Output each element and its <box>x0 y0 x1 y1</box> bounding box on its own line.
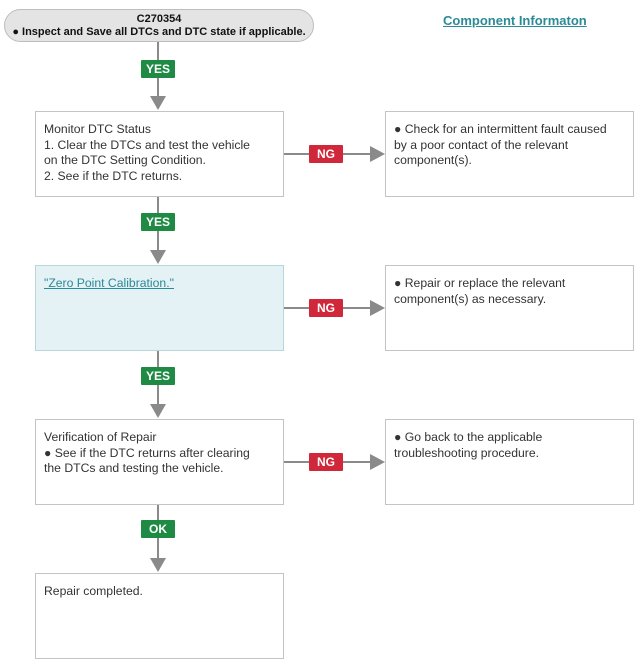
arrow-down-icon <box>150 250 166 264</box>
ok-badge: OK <box>141 520 175 538</box>
yes-badge: YES <box>141 367 175 385</box>
step-verification-of-repair <box>35 419 284 505</box>
result-text: ● Go back to the applicable <box>394 430 543 444</box>
ng-badge: NG <box>309 299 343 317</box>
step-repair-completed <box>35 573 284 659</box>
step-text: on the DTC Setting Condition. <box>44 153 206 167</box>
ng-result-repair-replace <box>385 265 634 351</box>
result-text: component(s) as necessary. <box>394 291 547 306</box>
yes-badge: YES <box>141 213 175 231</box>
result-text: ● Repair or replace the relevant <box>394 276 566 290</box>
ng-badge: NG <box>309 145 343 163</box>
step-text: 1. Clear the DTCs and test the vehicle <box>44 137 250 152</box>
step-text: Verification of Repair <box>44 430 157 444</box>
step-text: 2. See if the DTC returns. <box>44 168 183 183</box>
result-text: troubleshooting procedure. <box>394 445 539 460</box>
arrow-right-icon <box>370 454 385 470</box>
start-instruction: ● Inspect and Save all DTCs and DTC state if applicable. <box>12 26 306 38</box>
component-information-link[interactable]: Component Informaton <box>443 13 587 28</box>
result-text: ● Check for an intermittent fault caused <box>394 122 607 136</box>
step-text: Monitor DTC Status <box>44 122 152 136</box>
arrow-down-icon <box>150 96 166 110</box>
arrow-down-icon <box>150 558 166 572</box>
ng-result-go-back <box>385 419 634 505</box>
start-code: C270354 <box>136 13 182 25</box>
arrow-right-icon <box>370 300 385 316</box>
step-zero-point-calibration <box>35 265 284 351</box>
step-text: Repair completed. <box>44 584 143 598</box>
arrow-down-icon <box>150 404 166 418</box>
result-text: component(s). <box>394 153 472 167</box>
zero-point-calibration-link[interactable]: "Zero Point Calibration." <box>44 276 174 290</box>
result-text: by a poor contact of the relevant <box>394 137 569 152</box>
yes-badge: YES <box>141 60 175 78</box>
start-node <box>4 9 314 42</box>
ng-badge: NG <box>309 453 343 471</box>
step-text: the DTCs and testing the vehicle. <box>44 461 224 475</box>
step-text: ● See if the DTC returns after clearing <box>44 445 250 460</box>
arrow-right-icon <box>370 146 385 162</box>
ng-result-intermittent-fault <box>385 111 634 197</box>
step-monitor-dtc-status <box>35 111 284 197</box>
